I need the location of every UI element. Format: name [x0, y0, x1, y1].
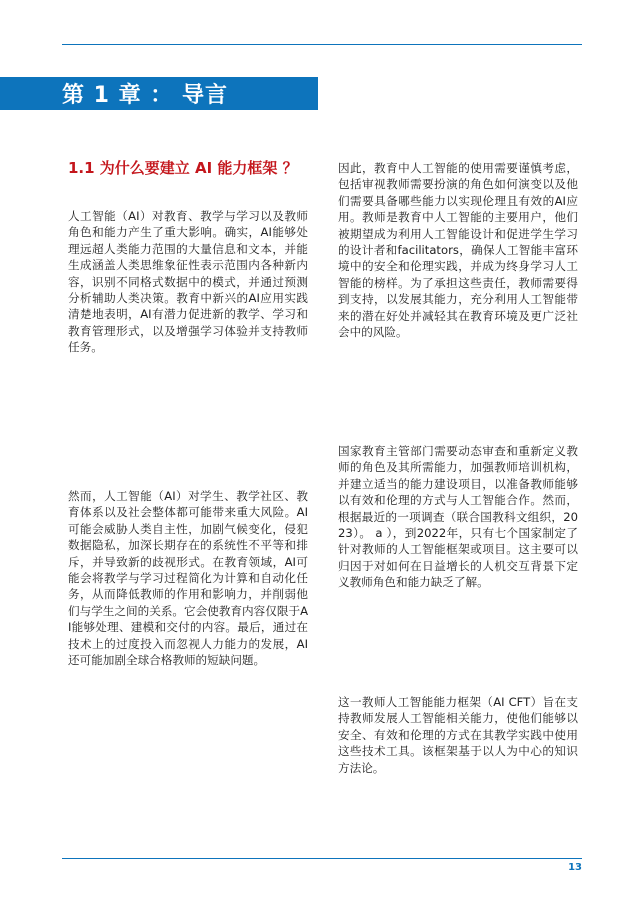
- top-divider: [62, 44, 582, 45]
- left-paragraph-1: 人工智能（AI）对教育、教学与学习以及教师角色和能力产生了重大影响。确实，AI能够处理远超人类能力范围的大量信息和文本，并能生成涵盖人类思维象征性表示范围内各种新内容，识别不同格式数据中的模式，并通过预测分析辅助人类决策。教育中新兴的AI应用实践清楚地表明，AI有潜力促进新的教学、学习和教育管理形式，以及增强学习体验并支持教师任务。: [68, 209, 308, 355]
- section-title: 1.1 为什么要建立 AI 能力框架 ？: [68, 159, 298, 177]
- right-paragraph-3: 这一教师人工智能能力框架（AI CFT）旨在支持教师发展人工智能相关能力，使他们能够以安全、有效和伦理的方式在其教学实践中使用这些技术工具。该框架基于以人为中心的知识方法论。: [338, 695, 578, 775]
- bottom-divider: [62, 858, 582, 859]
- right-paragraph-1: 因此，教育中人工智能的使用需要谨慎考虑，包括审视教师需要扮演的角色如何演变以及他们需要具备哪些能力以实现伦理且有效的AI应用。教师是教育中人工智能的主要用户，他们被期望成为利用人工智能设计和促进学生学习的设计者和facilitators，确保人工智能丰富环境中的安全和伦理实践，并成为终身学习人工智能的榜样。为了承担这些责任，教师需要得到支持，以发展其能力，充分利用人工智能带来的潜在好处并减轻其在教育环境及更广泛社会中的风险。: [338, 161, 578, 340]
- chapter-title: 第 1 章 ： 导言: [62, 83, 228, 108]
- right-paragraph-2: 国家教育主管部门需要动态审查和重新定义教师的角色及其所需能力，加强教师培训机构，并建立适当的能力建设项目，以准备教师能够以有效和伦理的方式与人工智能合作。然而，根据最近的一项调查（联合国教科文组织，2023）。 a ），到2022年，只有七个国家制定了针对教师的人工智能框架或项目。这主要可以归因于对如何在日益增长的人机交互背景下定义教师角色和能力缺乏了解。: [338, 444, 578, 590]
- left-paragraph-2: 然而，人工智能（AI）对学生、教学社区、教育体系以及社会整体都可能带来重大风险。AI可能会威胁人类自主性，加剧气候变化，侵犯数据隐私，加深长期存在的系统性不平等和排斥，并导致新的歧视形式。在教育领域，AI可能会将教学与学习过程简化为计算和自动化任务，从而降低教师的作用和影响力，并削弱他们与学生之间的关系。它会使教育内容仅限于AI能够处理、建模和交付的内容。最后，通过在技术上的过度投入而忽视人力能力的发展，AI还可能加剧全球合格教师的短缺问题。: [68, 489, 308, 668]
- chapter-banner: [0, 77, 318, 110]
- page-number: 13: [568, 862, 582, 873]
